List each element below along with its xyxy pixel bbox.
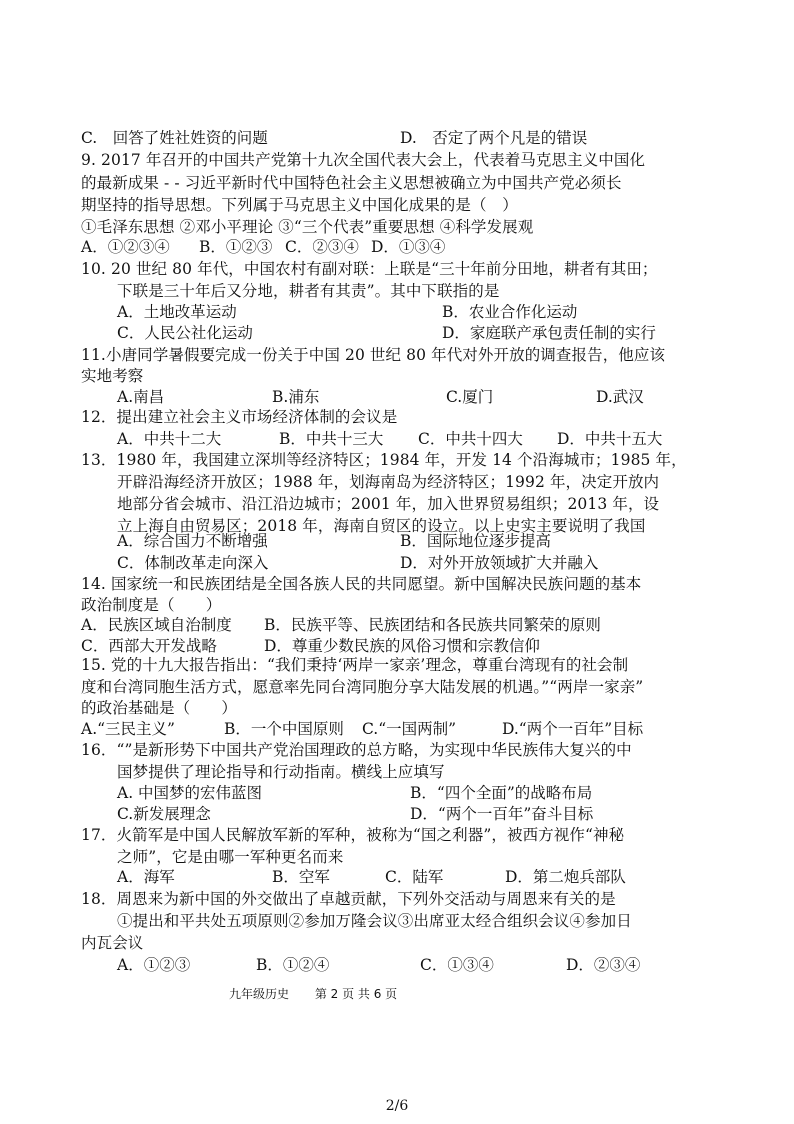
q14-option-c: C．西部大开发战略	[81, 637, 217, 655]
q18-line: 内瓦会议	[81, 934, 144, 952]
q10-option-b: B．农业合作化运动	[442, 303, 578, 321]
q13-option-b: B．国际地位逐步提高	[400, 532, 551, 550]
q14-option-d: D．尊重少数民族的风俗习惯和宗教信仰	[264, 637, 540, 655]
q12-option-b: B．中共十三大	[279, 430, 384, 448]
q16-option-a: A. 中国梦的宏伟蓝图	[117, 784, 263, 802]
q11-line: 11.小唐同学暑假要完成一份关于中国 20 世纪 80 年代对外开放的调查报告，他应该	[81, 346, 666, 364]
q9-option-c: C．②③④	[285, 238, 359, 256]
footer-subject: 九年级历史	[229, 987, 290, 1001]
q18-option-b: B．①②④	[256, 956, 330, 974]
q16-line: 国梦提供了理论指导和行动指南。横线上应填写	[117, 763, 445, 781]
q13-line: 开辟沿海经济开放区；1988 年，划海南岛为经济特区；1992 年，决定开放内	[117, 473, 660, 491]
q16-line: 16．“”是新形势下中国共产党治国理政的总方略，为实现中华民族伟大复兴的中	[81, 741, 632, 759]
q17-option-a: A．海军	[117, 868, 175, 886]
q14-option-a: A．民族区域自治制度	[81, 616, 232, 634]
q8-option-c: C. 回答了姓社姓资的问题	[81, 129, 268, 147]
q13-option-a: A．综合国力不断增强	[117, 532, 268, 550]
q18-option-d: D．②③④	[566, 956, 641, 974]
q10-option-a: A．土地改革运动	[117, 303, 237, 321]
q13-option-c: C．体制改革走向深入	[117, 554, 269, 572]
q15-option-c: C.“一国两制”	[362, 720, 457, 738]
q18-line: ①提出和平共处五项原则②参加万隆会议③出席亚太经合组织会议④参加日	[117, 912, 632, 930]
q15-option-d: D.“两个一百年”目标	[502, 720, 644, 738]
q11-line: 实地考察	[81, 367, 144, 385]
q15-line: 的政治基础是（ ）	[81, 699, 238, 717]
q17-line: 17．火箭军是中国人民解放军新的军种，被称为“国之利器”，被西方视作“神秘	[81, 826, 625, 844]
q11-option-c: C.厦门	[446, 388, 494, 406]
q13-line: 立上海自由贸易区；2018 年，海南自贸区的设立。以上史实主要说明了我国	[117, 517, 646, 535]
q15-line: 15. 党的十九大报告指出：“我们秉持‘两岸一家亲’理念，尊重台湾现有的社会制	[81, 656, 629, 674]
page-number: 2/6	[385, 1098, 409, 1114]
q10-line: 10. 20 世纪 80 年代，中国农村有副对联：上联是“三十年前分田地，耕者有其田；	[81, 260, 658, 278]
q16-option-b: B．“四个全面”的战略布局	[410, 784, 593, 802]
q14-option-b: B．民族平等、民族团结和各民族共同繁荣的原则	[264, 616, 601, 634]
q12-option-a: A．中共十二大	[117, 430, 222, 448]
q9-option-d: D．①③④	[371, 238, 446, 256]
q9-line: ①毛泽东思想 ②邓小平理论 ③“三个代表”重要思想 ④科学发展观	[81, 218, 534, 236]
q17-option-c: C．陆军	[385, 868, 444, 886]
q15-line: 度和台湾同胞生活方式，愿意率先同台湾同胞分享大陆发展的机遇。”“两岸一家亲”	[81, 678, 644, 696]
q13-line: 13．1980 年，我国建立深圳等经济特区；1984 年，开发 14 个沿海城市；1985 年，	[81, 451, 687, 469]
q11-option-a: A.南昌	[117, 388, 165, 406]
q12-option-c: C．中共十四大	[418, 430, 523, 448]
q10-option-d: D．家庭联产承包责任制的实行	[442, 324, 656, 342]
q9-option-b: B．①②③	[199, 238, 273, 256]
q18-line: 18．周恩来为新中国的外交做出了卓越贡献，下列外交活动与周恩来有关的是	[81, 890, 616, 908]
q16-option-d: D．“两个一百年”奋斗目标	[410, 805, 594, 823]
q13-line: 地部分省会城市、沿江沿边城市；2001 年，加入世界贸易组织；2013 年，设	[117, 495, 660, 513]
q11-option-b: B.浦东	[272, 388, 320, 406]
q11-option-d: D.武汉	[596, 388, 644, 406]
q12-option-d: D．中共十五大	[557, 430, 663, 448]
q12-line: 12．提出建立社会主义市场经济体制的会议是	[81, 408, 398, 426]
q9-line: 9. 2017 年召开的中国共产党第十九次全国代表大会上，代表着马克思主义中国化	[81, 151, 646, 169]
q14-line: 政治制度是（ ）	[81, 596, 222, 614]
q8-option-d: D. 否定了两个凡是的错误	[400, 129, 588, 147]
q16-option-c: C.新发展理念	[117, 805, 211, 823]
q17-option-b: B．空军	[272, 868, 330, 886]
q15-option-b: B．一个中国原则	[224, 720, 344, 738]
page-footer	[229, 985, 419, 1002]
q9-line: 的最新成果 - - 习近平新时代中国特色社会主义思想被确立为中国共产党必须长	[81, 174, 622, 192]
q17-option-d: D．第二炮兵部队	[505, 868, 626, 886]
q9-option-a: A．①②③④	[81, 238, 170, 256]
q10-line: 下联是三十年后又分地，耕者有其责”。其中下联指的是	[117, 282, 500, 300]
q18-option-a: A．①②③	[117, 956, 191, 974]
footer-page-info: 第 2 页 共 6 页	[314, 987, 398, 1001]
q9-line: 期坚持的指导思想。下列属于马克思主义中国化成果的是（ ）	[81, 196, 518, 214]
q18-option-c: C．①③④	[420, 956, 494, 974]
q15-option-a: A.“三民主义”	[81, 720, 175, 738]
q14-line: 14. 国家统一和民族团结是全国各族人民的共同愿望。新中国解决民族问题的基本	[81, 575, 642, 593]
q13-option-d: D．对外开放领域扩大并融入	[400, 554, 599, 572]
q17-line: 之师”，它是由哪一军种更名而来	[117, 848, 344, 866]
q10-option-c: C．人民公社化运动	[117, 324, 253, 342]
